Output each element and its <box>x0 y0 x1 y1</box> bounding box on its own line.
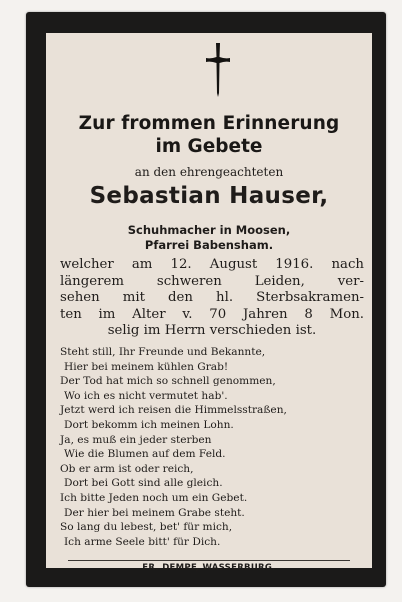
poem-line: Ich bitte Jeden noch um ein Gebet. <box>60 491 248 504</box>
bio-line: längerem schweren Leiden, ver- <box>60 273 364 289</box>
poem-line: Der hier bei meinem Grabe steht. <box>64 506 245 519</box>
poem-line: Der Tod hat mich so schnell genommen, <box>60 375 276 388</box>
poem-line: Ich arme Seele bitt' für Dich. <box>64 535 221 548</box>
biography <box>60 257 364 340</box>
bio-line: sehen mit den hl. Sterbsakramen- <box>60 290 364 306</box>
bio-line: ten im Alter v. 70 Jahren 8 Mon. <box>60 306 364 322</box>
printer-imprint: FR. DEMPF, WASSERBURG. <box>142 563 276 573</box>
cross-icon <box>204 41 232 99</box>
bio-line: selig im Herrn verschieden ist. <box>107 323 317 339</box>
poem-line: Wie die Blumen auf dem Feld. <box>64 448 226 461</box>
poem-line: Dort bei Gott sind alle gleich. <box>64 477 223 490</box>
poem-line: Jetzt werd ich reisen die Himmelsstraßen, <box>60 404 287 417</box>
poem-line: Wo ich es nicht vermutet hab'. <box>64 389 228 402</box>
card-paper <box>46 33 372 573</box>
heading-line-1: Zur frommen Erinnerung <box>78 113 340 134</box>
parish: Pfarrei Babensham. <box>144 238 274 252</box>
poem-line: Ja, es muß ein jeder sterben <box>60 433 212 446</box>
poem <box>60 345 364 549</box>
poem-line: Ob er arm ist oder reich, <box>60 462 194 475</box>
bio-line: welcher am 12. August 1916. nach <box>60 257 364 272</box>
poem-line: Dort bekomm ich meinen Lohn. <box>64 418 234 431</box>
divider <box>68 560 350 561</box>
heading-line-2: im Gebete <box>155 136 263 157</box>
occupation: Schuhmacher in Moosen, <box>127 223 291 237</box>
poem-line: Steht still, Ihr Freunde und Bekannte, <box>60 346 266 358</box>
subheading: an den ehrengeachteten <box>134 165 284 179</box>
memorial-card <box>26 12 386 587</box>
poem-line: So lang du lebest, bet' für mich, <box>60 521 233 534</box>
deceased-name: Sebastian Hauser, <box>89 183 329 209</box>
poem-line: Hier bei meinem kühlen Grab! <box>64 360 229 373</box>
